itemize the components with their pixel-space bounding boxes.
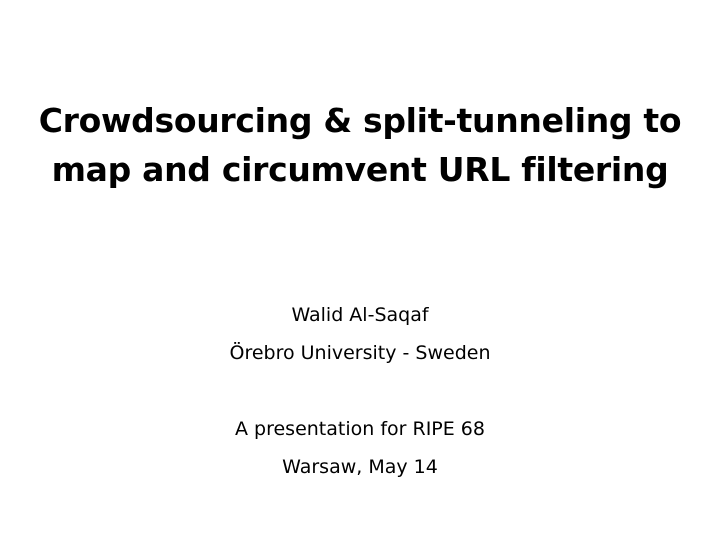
slide-subtitle bbox=[0, 296, 720, 486]
slide-title-line-2: map and circumvent URL filtering bbox=[51, 150, 669, 189]
author-affiliation: Örebro University - Sweden bbox=[229, 342, 491, 364]
slide-title-line-1: Crowdsourcing & split-tunneling to bbox=[38, 101, 682, 140]
author-name: Walid Al-Saqaf bbox=[291, 304, 429, 326]
subtitle-spacer bbox=[0, 372, 720, 410]
event-location-date: Warsaw, May 14 bbox=[282, 456, 438, 478]
slide-title bbox=[0, 96, 720, 194]
event-name: A presentation for RIPE 68 bbox=[235, 418, 485, 440]
